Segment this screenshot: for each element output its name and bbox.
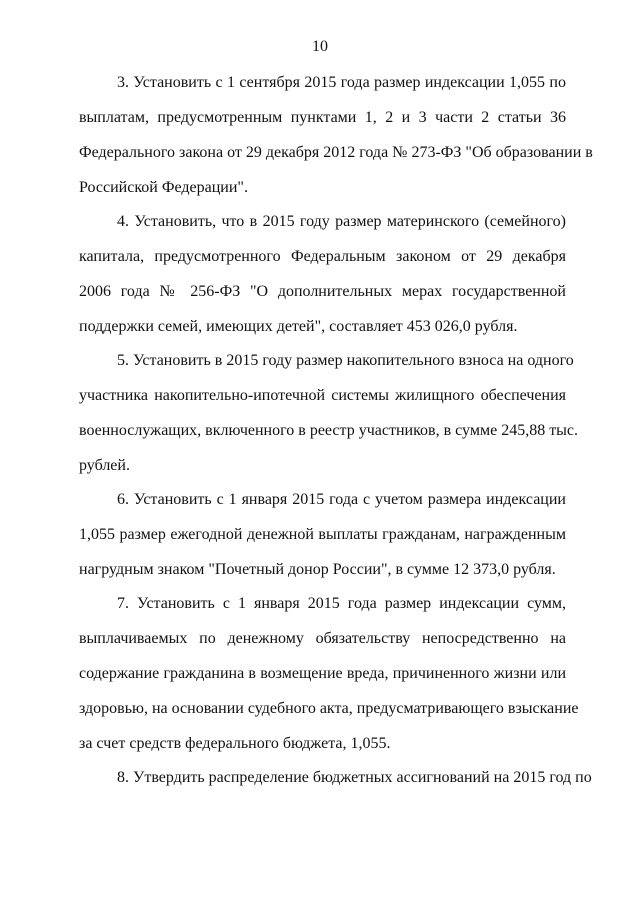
paragraph-7-line-2: выплачиваемых по денежному обязательству непосредственно на [79, 630, 566, 647]
paragraph-4-line-3: 2006 года № 256-ФЗ "О дополнительных мерах государственной [79, 283, 566, 300]
paragraph-3-line-1: 3. Установить с 1 сентября 2015 года размер индексации 1,055 по [117, 74, 566, 91]
paragraph-4-line-2: капитала, предусмотренного Федеральным законом от 29 декабря [79, 248, 566, 265]
paragraph-5-line-2: участника накопительно-ипотечной системы жилищного обеспечения [79, 387, 566, 404]
paragraph-5-line-3: военнослужащих, включенного в реестр участников, в сумме 245,88 тыс. [79, 422, 579, 439]
paragraph-3-line-4: Российской Федерации". [79, 179, 248, 196]
paragraph-6-line-2: 1,055 размер ежегодной денежной выплаты гражданам, награжденным [79, 526, 566, 543]
paragraph-5-line-4: рублей. [79, 457, 130, 474]
paragraph-5-line-1: 5. Установить в 2015 году размер накопительного взноса на одного [117, 352, 574, 369]
paragraph-7-line-4: здоровью, на основании судебного акта, предусматривающего взыскание [79, 700, 579, 717]
paragraph-4-line-4: поддержки семей, имеющих детей", составляет 453 026,0 рубля. [79, 318, 518, 335]
paragraph-8-line-1: 8. Утвердить распределение бюджетных ассигнований на 2015 год по [117, 769, 592, 786]
paragraph-3-line-3: Федерального закона от 29 декабря 2012 года № 273-ФЗ "Об образовании в [79, 144, 593, 161]
paragraph-6-line-1: 6. Установить с 1 января 2015 года с учетом размера индексации [117, 491, 566, 508]
paragraph-7-line-1: 7. Установить с 1 января 2015 года размер индексации сумм, [117, 595, 566, 612]
page-number: 10 [312, 38, 328, 55]
paragraph-4-line-1: 4. Установить, что в 2015 году размер материнского (семейного) [117, 213, 566, 230]
paragraph-7-line-5: за счет средств федерального бюджета, 1,055. [79, 735, 391, 752]
paragraph-7-line-3: содержание гражданина в возмещение вреда, причиненного жизни или [79, 665, 566, 682]
paragraph-3-line-2: выплатам, предусмотренным пунктами 1, 2 и 3 части 2 статьи 36 [79, 109, 566, 126]
paragraph-6-line-3: нагрудным знаком "Почетный донор России", в сумме 12 373,0 рубля. [79, 561, 556, 578]
